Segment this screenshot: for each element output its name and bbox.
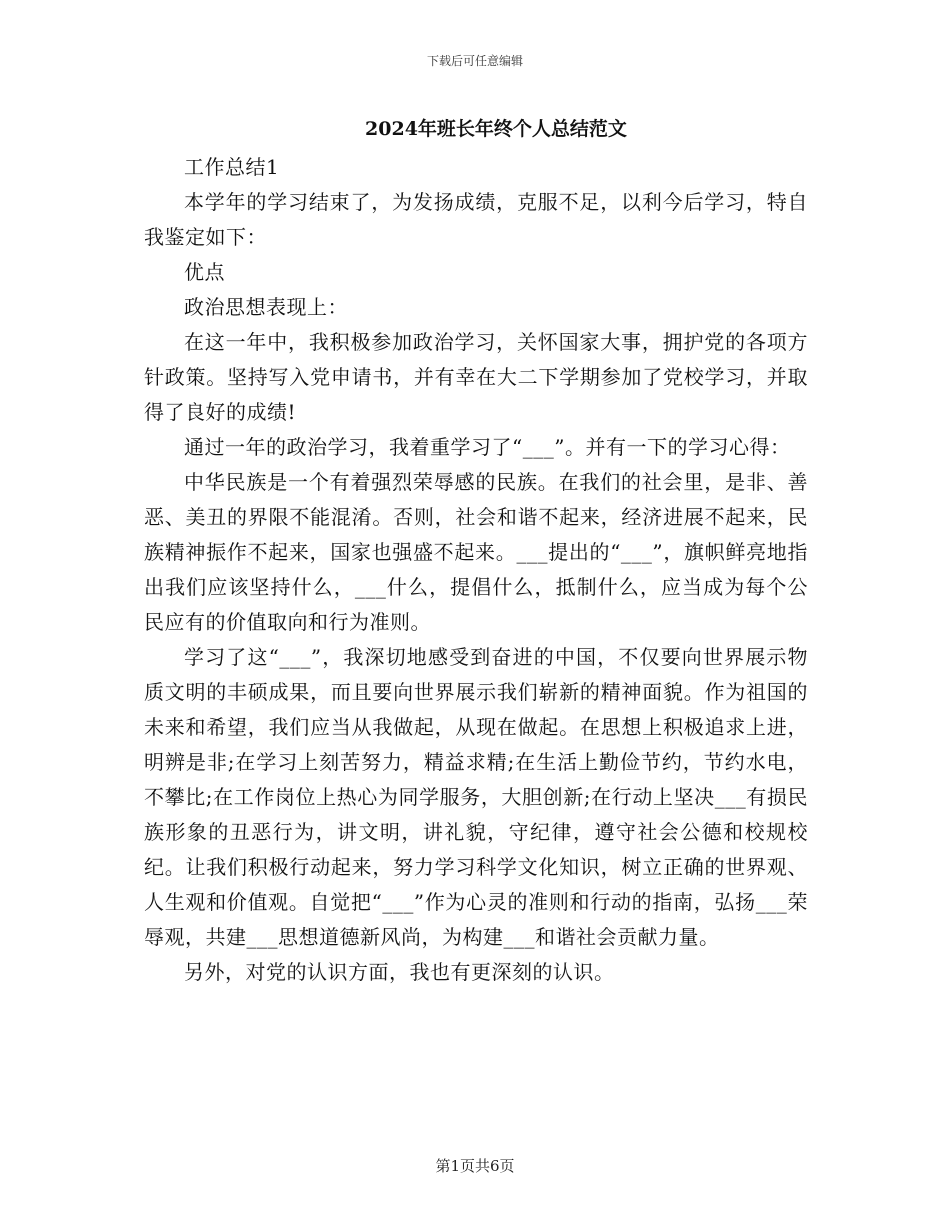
paragraph: 在这一年中，我积极参加政治学习，关怀国家大事，拥护党的各项方针政策。坚持写入党申请书，并有幸在大二下学期参加了党校学习，并取得了良好的成绩! [144,330,808,424]
subheading: 政治思想表现上： [184,295,348,319]
paragraph: 另外，对党的认识方面，我也有更深刻的认识。 [184,960,615,984]
paragraph: 中华民族是一个有着强烈荣辱感的民族。在我们的社会里，是非、善恶、美丑的界限不能混淆。否则，社会和谐不起来，经济进展不起来，民族精神振作不起来，国家也强盛不起来。___提出的“___”，旗帜鲜亮地指出我们应该坚持什么，___什么，提倡什么，抵制什么，应当成为每个公民应有的价值取向和行为准则。 [144,470,808,634]
page-header: 下载后可任意编辑 [426,54,523,68]
page-footer: 第1页共6页 [435,1157,515,1175]
paragraph: 本学年的学习结束了，为发扬成绩，克服不足，以利今后学习，特自我鉴定如下： [144,190,808,249]
paragraph: 通过一年的政治学习，我着重学习了“___”。并有一下的学习心得： [184,435,791,459]
paragraph: 学习了这“___”，我深切地感受到奋进的中国，不仅要向世界展示物质文明的丰硕成果，而且要向世界展示我们崭新的精神面貌。作为祖国的未来和希望，我们应当从我做起，从现在做起。在思想上积极追求上进，明辨是非;在学习上刻苦努力，精益求精;在生活上勤俭节约，节约水电，不攀比;在工作岗位上热心为同学服务，大胆创新;在行动上坚决___有损民族形象的丑恶行为，讲文明，讲礼貌，守纪律，遵守社会公德和校规校纪。让我们积极行动起来，努力学习科学文化知识，树立正确的世界观、人生观和价值观。自觉把“___”作为心灵的准则和行动的指南，弘扬___荣辱观，共建___思想道德新风尚，为构建___和谐社会贡献力量。 [144,645,808,949]
document-title: 2024年班长年终个人总结范文 [365,118,627,140]
subheading: 优点 [184,260,225,284]
section-heading: 工作总结1 [184,155,280,179]
document-body [144,112,808,990]
